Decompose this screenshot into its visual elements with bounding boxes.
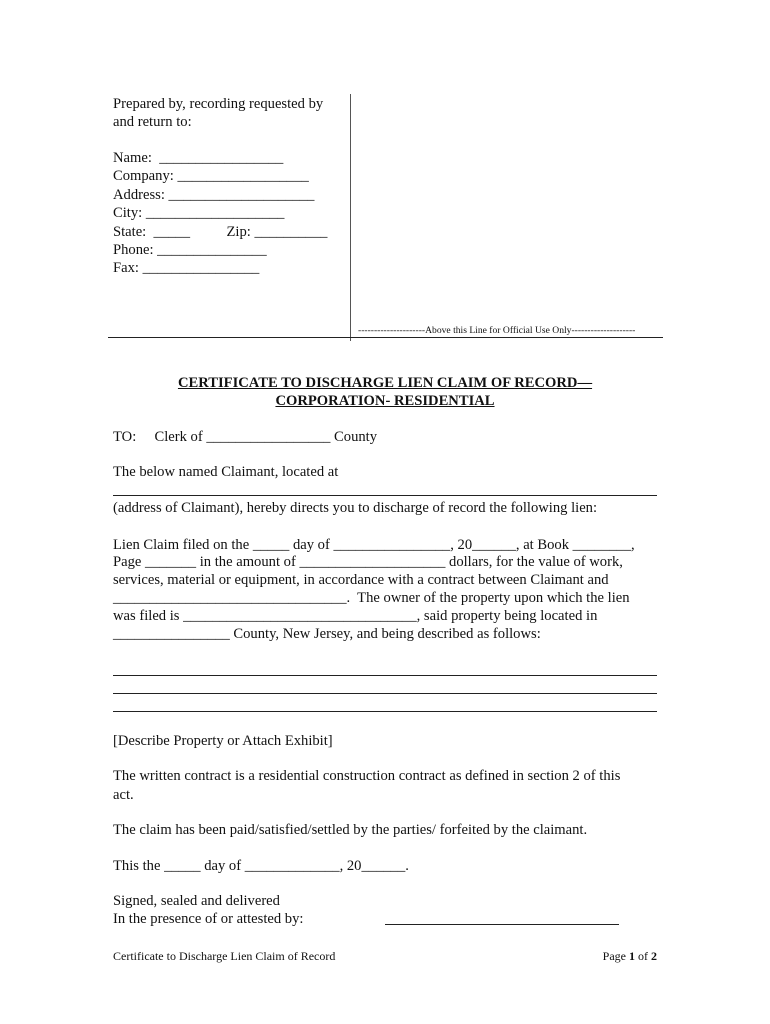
fax-field[interactable]: Fax: ________________: [113, 260, 260, 276]
page-label: Page: [602, 949, 629, 963]
prepared-by-line1: Prepared by, recording requested by: [113, 96, 324, 112]
lien-paragraph-line[interactable]: Page _______ in the amount of ____________________ dollars, for the value of work,: [113, 554, 623, 570]
claim-paid-statement: The claim has been paid/satisfied/settled by the parties/ forfeited by the claimant.: [113, 822, 588, 838]
document-title-line1: CERTIFICATE TO DISCHARGE LIEN CLAIM OF RECORD—: [177, 375, 593, 391]
describe-property-note: [Describe Property or Attach Exhibit]: [113, 733, 333, 749]
page-indicator: [603, 949, 657, 963]
header-vertical-divider: [350, 94, 351, 341]
lien-paragraph-line[interactable]: Lien Claim filed on the _____ day of ________________, 20______, at Book ________,: [113, 537, 635, 553]
date-line[interactable]: This the _____ day of _____________, 20______.: [113, 858, 409, 874]
page-number: 1: [629, 949, 635, 963]
property-description-blank[interactable]: [113, 693, 657, 694]
of-label: of: [635, 949, 651, 963]
address-of-claimant-line: (address of Claimant), hereby directs you to discharge of record the following lien:: [113, 500, 598, 516]
name-field[interactable]: Name: _________________: [113, 150, 284, 166]
lien-paragraph-line[interactable]: ________________________________. The owner of the property upon which the lien: [113, 590, 630, 606]
contract-paragraph-line: The written contract is a residential construction contract as defined in section 2 of this: [113, 768, 621, 784]
company-field[interactable]: Company: __________________: [113, 168, 309, 184]
signed-sealed-line: Signed, sealed and delivered: [113, 893, 280, 909]
official-use-label: ---------------------Above this Line for Official Use Only--------------------: [358, 325, 636, 336]
contract-paragraph-line: act.: [113, 787, 134, 803]
address-field[interactable]: Address: ____________________: [113, 187, 315, 203]
page-total: 2: [651, 949, 657, 963]
property-description-blank[interactable]: [113, 711, 657, 712]
header-horizontal-divider: [108, 337, 663, 338]
footer-document-name: Certificate to Discharge Lien Claim of Record: [113, 949, 336, 963]
claimant-located-line: The below named Claimant, located at: [113, 464, 339, 480]
to-clerk-line[interactable]: TO: Clerk of _________________ County: [113, 429, 378, 445]
document-title-line2: CORPORATION- RESIDENTIAL: [275, 393, 495, 409]
witness-signature-line[interactable]: [385, 924, 619, 925]
prepared-by-line2: and return to:: [113, 114, 192, 130]
phone-field[interactable]: Phone: _______________: [113, 242, 267, 258]
presence-attested-line: In the presence of or attested by:: [113, 911, 304, 927]
property-description-blank[interactable]: [113, 675, 657, 676]
lien-paragraph-line[interactable]: was filed is ________________________________, said property being located in: [113, 608, 598, 624]
lien-paragraph-line[interactable]: ________________ County, New Jersey, and being described as follows:: [113, 626, 541, 642]
state-zip-field[interactable]: State: _____ Zip: __________: [113, 224, 328, 240]
city-field[interactable]: City: ___________________: [113, 205, 285, 221]
claimant-address-blank[interactable]: [113, 495, 657, 496]
lien-paragraph-line: services, material or equipment, in accordance with a contract between Claimant and: [113, 572, 609, 588]
